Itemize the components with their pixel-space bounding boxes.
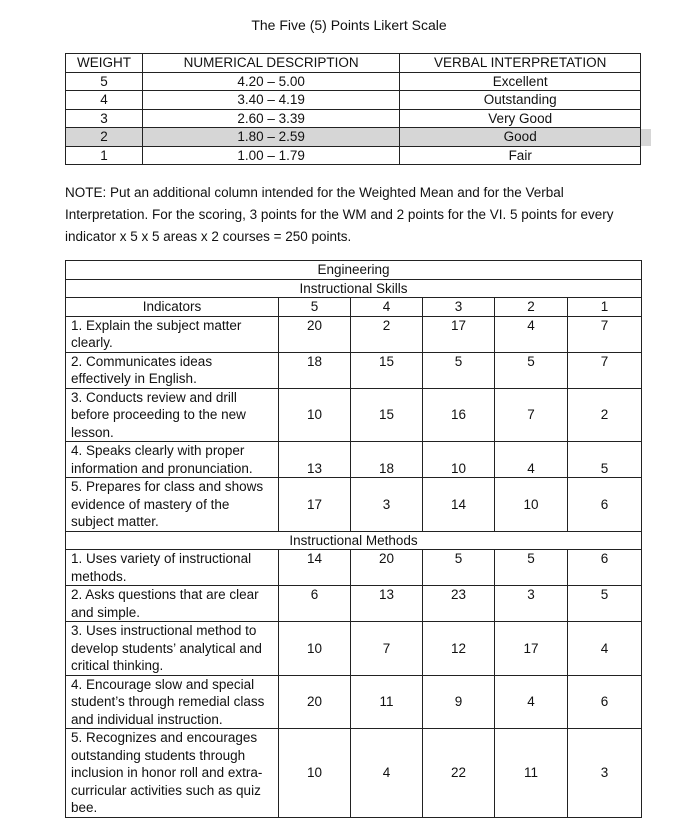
interpretation-cell: Fair [400, 146, 641, 165]
indicator-text: 4. Speaks clearly with proper information and pronunciation. [66, 442, 279, 478]
weight-cell: 2 [66, 128, 143, 147]
interpretation-cell: Outstanding [400, 91, 641, 110]
interpretation-cell: Good [400, 128, 641, 147]
likert-row [66, 109, 641, 128]
scale-header: 1 [568, 298, 642, 317]
score-cell: 5 [568, 586, 642, 622]
score-cell: 12 [423, 622, 495, 676]
score-cell: 10 [423, 442, 495, 478]
score-cell: 20 [279, 675, 351, 729]
indicator-text: 1. Explain the subject matter clearly. [66, 316, 279, 352]
row-highlight [641, 129, 651, 146]
table-row [66, 442, 642, 478]
table-row [66, 388, 642, 442]
scale-header: 4 [351, 298, 423, 317]
score-cell: 17 [423, 316, 495, 352]
likert-row-highlighted [66, 128, 641, 147]
indicator-text: 2. Asks questions that are clear and simple. [66, 586, 279, 622]
indicator-text: 3. Conducts review and drill before proceeding to the new lesson. [66, 388, 279, 442]
score-cell: 11 [351, 675, 423, 729]
numerical-description-header: NUMERICAL DESCRIPTION [142, 54, 399, 73]
score-cell: 18 [351, 442, 423, 478]
score-cell: 4 [495, 675, 568, 729]
score-cell: 4 [495, 316, 568, 352]
table-row [66, 675, 642, 729]
weight-header: WEIGHT [66, 54, 143, 73]
indicator-text: 4. Encourage slow and special student’s through remedial class and individual instruction. [66, 675, 279, 729]
score-cell: 16 [423, 388, 495, 442]
score-cell: 10 [279, 729, 351, 818]
score-cell: 6 [279, 586, 351, 622]
score-cell: 18 [279, 352, 351, 388]
score-cell: 17 [495, 622, 568, 676]
range-cell: 1.00 – 1.79 [142, 146, 399, 165]
weight-cell: 3 [66, 109, 143, 128]
score-cell: 7 [568, 352, 642, 388]
score-cell: 5 [495, 352, 568, 388]
score-cell: 13 [279, 442, 351, 478]
score-cell: 15 [351, 352, 423, 388]
interpretation-cell: Excellent [400, 72, 641, 91]
score-cell: 2 [351, 316, 423, 352]
score-cell: 6 [568, 550, 642, 586]
likert-row [66, 72, 641, 91]
score-cell: 22 [423, 729, 495, 818]
table-row [66, 550, 642, 586]
likert-row [66, 91, 641, 110]
scale-header-row [66, 298, 642, 317]
scale-header: 5 [279, 298, 351, 317]
table-row [66, 729, 642, 818]
score-cell: 10 [495, 478, 568, 532]
likert-scale-table [65, 53, 641, 165]
likert-row [66, 146, 641, 165]
likert-header-row [66, 54, 641, 73]
score-cell: 3 [351, 478, 423, 532]
score-cell: 10 [279, 622, 351, 676]
table-row [66, 316, 642, 352]
section-title: Instructional Skills [66, 279, 642, 298]
indicator-text: 2. Communicates ideas effectively in English. [66, 352, 279, 388]
score-cell: 14 [423, 478, 495, 532]
score-cell: 23 [423, 586, 495, 622]
note-paragraph: NOTE: Put an additional column intended for the Weighted Mean and for the Verbal Interpretation. For the scoring, 3 points for the WM and 2 points for the VI. 5 points for every indicator x 5 x 5 areas x 2 courses = 250 points. [65, 185, 614, 244]
score-cell: 20 [279, 316, 351, 352]
weight-cell: 4 [66, 91, 143, 110]
table-row [66, 586, 642, 622]
section-title: Instructional Methods [66, 531, 642, 550]
indicator-text: 5. Recognizes and encourages outstanding students through inclusion in honor roll and extra-curricular activities such as quiz bee. [66, 729, 279, 818]
scale-header: 3 [423, 298, 495, 317]
survey-table [65, 260, 642, 818]
section-row [66, 279, 642, 298]
weight-cell: 1 [66, 146, 143, 165]
indicator-text: 5. Prepares for class and shows evidence of mastery of the subject matter. [66, 478, 279, 532]
score-cell: 11 [495, 729, 568, 818]
range-cell: 1.80 – 2.59 [142, 128, 399, 147]
weight-cell: 5 [66, 72, 143, 91]
score-cell: 2 [568, 388, 642, 442]
score-cell: 4 [568, 622, 642, 676]
score-cell: 6 [568, 675, 642, 729]
score-cell: 3 [495, 586, 568, 622]
range-cell: 4.20 – 5.00 [142, 72, 399, 91]
indicator-text: 3. Uses instructional method to develop students’ analytical and critical thinking. [66, 622, 279, 676]
table-row [66, 478, 642, 532]
score-cell: 5 [495, 550, 568, 586]
score-cell: 5 [423, 352, 495, 388]
score-cell: 17 [279, 478, 351, 532]
score-cell: 3 [568, 729, 642, 818]
page-title: The Five (5) Points Likert Scale [251, 17, 447, 33]
score-cell: 7 [351, 622, 423, 676]
score-cell: 13 [351, 586, 423, 622]
course-title: Engineering [66, 261, 642, 280]
table-row [66, 352, 642, 388]
score-cell: 15 [351, 388, 423, 442]
indicators-header: Indicators [66, 298, 279, 317]
course-row [66, 261, 642, 280]
score-cell: 6 [568, 478, 642, 532]
interpretation-cell: Very Good [400, 109, 641, 128]
table-row [66, 622, 642, 676]
score-cell: 5 [568, 442, 642, 478]
score-cell: 4 [351, 729, 423, 818]
score-cell: 14 [279, 550, 351, 586]
range-cell: 2.60 – 3.39 [142, 109, 399, 128]
section-row [66, 531, 642, 550]
score-cell: 4 [495, 442, 568, 478]
scale-header: 2 [495, 298, 568, 317]
indicator-text: 1. Uses variety of instructional methods. [66, 550, 279, 586]
score-cell: 20 [351, 550, 423, 586]
score-cell: 10 [279, 388, 351, 442]
score-cell: 7 [568, 316, 642, 352]
score-cell: 7 [495, 388, 568, 442]
range-cell: 3.40 – 4.19 [142, 91, 399, 110]
score-cell: 5 [423, 550, 495, 586]
verbal-interpretation-header: VERBAL INTERPRETATION [400, 54, 641, 73]
score-cell: 9 [423, 675, 495, 729]
